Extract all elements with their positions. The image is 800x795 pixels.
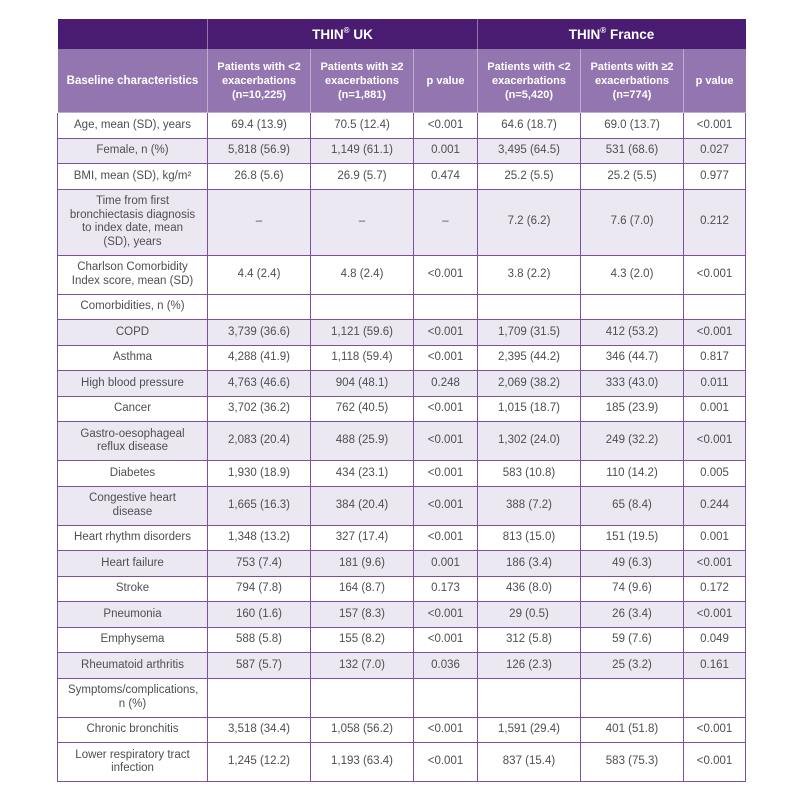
data-cell: 249 (32.2) bbox=[581, 422, 684, 461]
data-cell: 488 (25.9) bbox=[311, 422, 414, 461]
data-cell: 1,149 (61.1) bbox=[311, 138, 414, 164]
data-cell: 1,709 (31.5) bbox=[478, 320, 581, 346]
data-cell: 587 (5.7) bbox=[208, 653, 311, 679]
col-header-uk-p-value: p value bbox=[414, 50, 478, 113]
table-row bbox=[58, 189, 746, 255]
data-cell: 25 (3.2) bbox=[581, 653, 684, 679]
data-cell: 0.161 bbox=[684, 653, 746, 679]
data-cell: <0.001 bbox=[414, 345, 478, 371]
data-cell: 110 (14.2) bbox=[581, 461, 684, 487]
data-cell bbox=[311, 678, 414, 717]
table-row bbox=[58, 717, 746, 743]
data-cell: 0.817 bbox=[684, 345, 746, 371]
data-cell: 388 (7.2) bbox=[478, 486, 581, 525]
data-cell: 0.001 bbox=[684, 396, 746, 422]
data-cell: 1,058 (56.2) bbox=[311, 717, 414, 743]
data-cell: 1,665 (16.3) bbox=[208, 486, 311, 525]
data-cell: 0.001 bbox=[414, 138, 478, 164]
data-cell: 0.027 bbox=[684, 138, 746, 164]
data-cell: 25.2 (5.5) bbox=[581, 164, 684, 190]
table-row bbox=[58, 320, 746, 346]
data-cell: 588 (5.8) bbox=[208, 627, 311, 653]
row-label: Female, n (%) bbox=[58, 138, 208, 164]
row-label: Time from first bronchiectasis diagnosis to index date, mean (SD), years bbox=[58, 189, 208, 255]
data-cell: 2,083 (20.4) bbox=[208, 422, 311, 461]
data-cell: 837 (15.4) bbox=[478, 743, 581, 782]
data-cell: 531 (68.6) bbox=[581, 138, 684, 164]
data-cell bbox=[208, 678, 311, 717]
data-cell: <0.001 bbox=[684, 551, 746, 577]
row-label: Rheumatoid arthritis bbox=[58, 653, 208, 679]
data-cell: 59 (7.6) bbox=[581, 627, 684, 653]
header-group-thin-france bbox=[478, 19, 746, 50]
row-label: Pneumonia bbox=[58, 602, 208, 628]
data-cell: 0.001 bbox=[684, 525, 746, 551]
header-group-row bbox=[58, 19, 746, 50]
data-cell: 1,193 (63.4) bbox=[311, 743, 414, 782]
col-header-uk-ge2-exacerbations: Patients with ≥2 exacerbations (n=1,881) bbox=[311, 50, 414, 113]
group-uk-region: UK bbox=[349, 26, 373, 42]
data-cell bbox=[581, 678, 684, 717]
data-cell: 0.049 bbox=[684, 627, 746, 653]
row-label: Gastro-oesophageal reflux disease bbox=[58, 422, 208, 461]
data-cell: 1,245 (12.2) bbox=[208, 743, 311, 782]
baseline-characteristics-table bbox=[57, 18, 746, 782]
data-cell: 126 (2.3) bbox=[478, 653, 581, 679]
data-cell: <0.001 bbox=[684, 717, 746, 743]
data-cell: <0.001 bbox=[414, 113, 478, 139]
table-row bbox=[58, 113, 746, 139]
table-row bbox=[58, 138, 746, 164]
data-cell: 1,015 (18.7) bbox=[478, 396, 581, 422]
table-row bbox=[58, 486, 746, 525]
data-cell: 412 (53.2) bbox=[581, 320, 684, 346]
col-header-france-p-value: p value bbox=[684, 50, 746, 113]
data-cell: 25.2 (5.5) bbox=[478, 164, 581, 190]
data-cell: 434 (23.1) bbox=[311, 461, 414, 487]
data-cell: 160 (1.6) bbox=[208, 602, 311, 628]
data-cell bbox=[684, 294, 746, 320]
data-cell bbox=[581, 294, 684, 320]
header-corner-cell bbox=[58, 19, 208, 50]
data-cell: 151 (19.5) bbox=[581, 525, 684, 551]
data-cell: 65 (8.4) bbox=[581, 486, 684, 525]
data-cell: 26.9 (5.7) bbox=[311, 164, 414, 190]
table-row bbox=[58, 678, 746, 717]
data-cell: <0.001 bbox=[684, 113, 746, 139]
data-cell: 74 (9.6) bbox=[581, 576, 684, 602]
row-label: Congestive heart disease bbox=[58, 486, 208, 525]
data-cell bbox=[414, 678, 478, 717]
row-label: Cancer bbox=[58, 396, 208, 422]
data-cell: <0.001 bbox=[684, 602, 746, 628]
row-label: Lower respiratory tract infection bbox=[58, 743, 208, 782]
table-row bbox=[58, 396, 746, 422]
data-cell: 384 (20.4) bbox=[311, 486, 414, 525]
header-columns-row bbox=[58, 50, 746, 113]
col-header-baseline-characteristics: Baseline characteristics bbox=[58, 50, 208, 113]
table-row bbox=[58, 422, 746, 461]
row-label: Chronic bronchitis bbox=[58, 717, 208, 743]
data-cell: 26.8 (5.6) bbox=[208, 164, 311, 190]
data-cell: 64.6 (18.7) bbox=[478, 113, 581, 139]
data-cell: <0.001 bbox=[414, 396, 478, 422]
data-cell: 7.6 (7.0) bbox=[581, 189, 684, 255]
data-cell: <0.001 bbox=[414, 717, 478, 743]
table-row bbox=[58, 653, 746, 679]
data-cell: <0.001 bbox=[414, 602, 478, 628]
group-uk-name: THIN bbox=[312, 26, 344, 42]
data-cell: 794 (7.8) bbox=[208, 576, 311, 602]
registered-trademark-icon: ® bbox=[600, 25, 607, 35]
col-header-france-lt2-exacerbations: Patients with <2 exacerbations (n=5,420) bbox=[478, 50, 581, 113]
group-france-name: THIN bbox=[568, 26, 601, 42]
data-cell: 2,069 (38.2) bbox=[478, 371, 581, 397]
data-cell: 1,930 (18.9) bbox=[208, 461, 311, 487]
data-cell: 0.005 bbox=[684, 461, 746, 487]
data-cell: 0.244 bbox=[684, 486, 746, 525]
data-cell: 3,739 (36.6) bbox=[208, 320, 311, 346]
data-cell: 7.2 (6.2) bbox=[478, 189, 581, 255]
col-header-uk-lt2-exacerbations: Patients with <2 exacerbations (n=10,225) bbox=[208, 50, 311, 113]
data-cell: 1,118 (59.4) bbox=[311, 345, 414, 371]
data-cell: 4.8 (2.4) bbox=[311, 255, 414, 294]
data-cell: 346 (44.7) bbox=[581, 345, 684, 371]
header-group-thin-uk bbox=[208, 19, 478, 50]
data-cell: 813 (15.0) bbox=[478, 525, 581, 551]
data-cell: 185 (23.9) bbox=[581, 396, 684, 422]
data-cell: <0.001 bbox=[414, 461, 478, 487]
data-cell bbox=[684, 678, 746, 717]
data-cell: 0.001 bbox=[414, 551, 478, 577]
data-cell bbox=[311, 294, 414, 320]
data-cell: <0.001 bbox=[414, 743, 478, 782]
data-cell: 70.5 (12.4) bbox=[311, 113, 414, 139]
table-row bbox=[58, 576, 746, 602]
table-row bbox=[58, 602, 746, 628]
data-cell: 4.3 (2.0) bbox=[581, 255, 684, 294]
data-cell: 69.4 (13.9) bbox=[208, 113, 311, 139]
data-cell: 3.8 (2.2) bbox=[478, 255, 581, 294]
data-cell: 312 (5.8) bbox=[478, 627, 581, 653]
data-cell: 0.011 bbox=[684, 371, 746, 397]
row-label: Emphysema bbox=[58, 627, 208, 653]
table-row bbox=[58, 164, 746, 190]
data-cell: 26 (3.4) bbox=[581, 602, 684, 628]
data-cell: 0.977 bbox=[684, 164, 746, 190]
data-cell: <0.001 bbox=[684, 743, 746, 782]
data-cell: 157 (8.3) bbox=[311, 602, 414, 628]
data-cell: 436 (8.0) bbox=[478, 576, 581, 602]
data-cell: 1,591 (29.4) bbox=[478, 717, 581, 743]
data-cell: 4,288 (41.9) bbox=[208, 345, 311, 371]
data-cell: 583 (10.8) bbox=[478, 461, 581, 487]
data-cell: 69.0 (13.7) bbox=[581, 113, 684, 139]
row-label: Heart rhythm disorders bbox=[58, 525, 208, 551]
data-cell: – bbox=[208, 189, 311, 255]
data-cell: <0.001 bbox=[414, 422, 478, 461]
data-cell: <0.001 bbox=[414, 486, 478, 525]
data-cell: <0.001 bbox=[414, 627, 478, 653]
data-cell bbox=[478, 678, 581, 717]
data-cell: 155 (8.2) bbox=[311, 627, 414, 653]
data-cell: <0.001 bbox=[684, 255, 746, 294]
data-cell: 4.4 (2.4) bbox=[208, 255, 311, 294]
table-row bbox=[58, 255, 746, 294]
data-cell: 0.212 bbox=[684, 189, 746, 255]
table-row bbox=[58, 551, 746, 577]
data-cell: 904 (48.1) bbox=[311, 371, 414, 397]
data-cell: <0.001 bbox=[414, 255, 478, 294]
table-row bbox=[58, 294, 746, 320]
data-cell: 753 (7.4) bbox=[208, 551, 311, 577]
data-cell: 3,702 (36.2) bbox=[208, 396, 311, 422]
table-row bbox=[58, 525, 746, 551]
data-cell: <0.001 bbox=[684, 320, 746, 346]
data-cell: 762 (40.5) bbox=[311, 396, 414, 422]
table-row bbox=[58, 743, 746, 782]
data-cell: 0.172 bbox=[684, 576, 746, 602]
table-row bbox=[58, 371, 746, 397]
row-label: Diabetes bbox=[58, 461, 208, 487]
data-cell: 1,121 (59.6) bbox=[311, 320, 414, 346]
data-cell: 333 (43.0) bbox=[581, 371, 684, 397]
data-cell: 583 (75.3) bbox=[581, 743, 684, 782]
row-label: Symptoms/complications, n (%) bbox=[58, 678, 208, 717]
data-cell: 2,395 (44.2) bbox=[478, 345, 581, 371]
data-cell: 132 (7.0) bbox=[311, 653, 414, 679]
data-cell bbox=[478, 294, 581, 320]
data-cell: 181 (9.6) bbox=[311, 551, 414, 577]
table-row bbox=[58, 627, 746, 653]
data-cell: 401 (51.8) bbox=[581, 717, 684, 743]
baseline-table-body bbox=[58, 113, 746, 782]
data-cell: 29 (0.5) bbox=[478, 602, 581, 628]
col-header-france-ge2-exacerbations: Patients with ≥2 exacerbations (n=774) bbox=[581, 50, 684, 113]
data-cell: <0.001 bbox=[414, 525, 478, 551]
table-row bbox=[58, 345, 746, 371]
data-cell: 0.248 bbox=[414, 371, 478, 397]
group-france-region: France bbox=[606, 26, 655, 42]
data-cell bbox=[208, 294, 311, 320]
row-label: Comorbidities, n (%) bbox=[58, 294, 208, 320]
data-cell: 0.173 bbox=[414, 576, 478, 602]
data-cell: 3,518 (34.4) bbox=[208, 717, 311, 743]
data-cell: 49 (6.3) bbox=[581, 551, 684, 577]
row-label: Age, mean (SD), years bbox=[58, 113, 208, 139]
row-label: BMI, mean (SD), kg/m² bbox=[58, 164, 208, 190]
table-row bbox=[58, 461, 746, 487]
data-cell: <0.001 bbox=[684, 422, 746, 461]
data-cell: 4,763 (46.6) bbox=[208, 371, 311, 397]
data-cell: 0.474 bbox=[414, 164, 478, 190]
data-cell: 186 (3.4) bbox=[478, 551, 581, 577]
data-cell: – bbox=[414, 189, 478, 255]
data-cell: 3,495 (64.5) bbox=[478, 138, 581, 164]
data-cell: 1,302 (24.0) bbox=[478, 422, 581, 461]
data-cell: 5,818 (56.9) bbox=[208, 138, 311, 164]
row-label: High blood pressure bbox=[58, 371, 208, 397]
registered-trademark-icon: ® bbox=[343, 25, 350, 35]
row-label: COPD bbox=[58, 320, 208, 346]
data-cell: <0.001 bbox=[414, 320, 478, 346]
row-label: Asthma bbox=[58, 345, 208, 371]
data-cell: 1,348 (13.2) bbox=[208, 525, 311, 551]
data-cell: 327 (17.4) bbox=[311, 525, 414, 551]
data-cell bbox=[414, 294, 478, 320]
row-label: Stroke bbox=[58, 576, 208, 602]
data-cell: 164 (8.7) bbox=[311, 576, 414, 602]
data-cell: 0.036 bbox=[414, 653, 478, 679]
row-label: Charlson Comorbidity Index score, mean (SD) bbox=[58, 255, 208, 294]
row-label: Heart failure bbox=[58, 551, 208, 577]
data-cell: – bbox=[311, 189, 414, 255]
